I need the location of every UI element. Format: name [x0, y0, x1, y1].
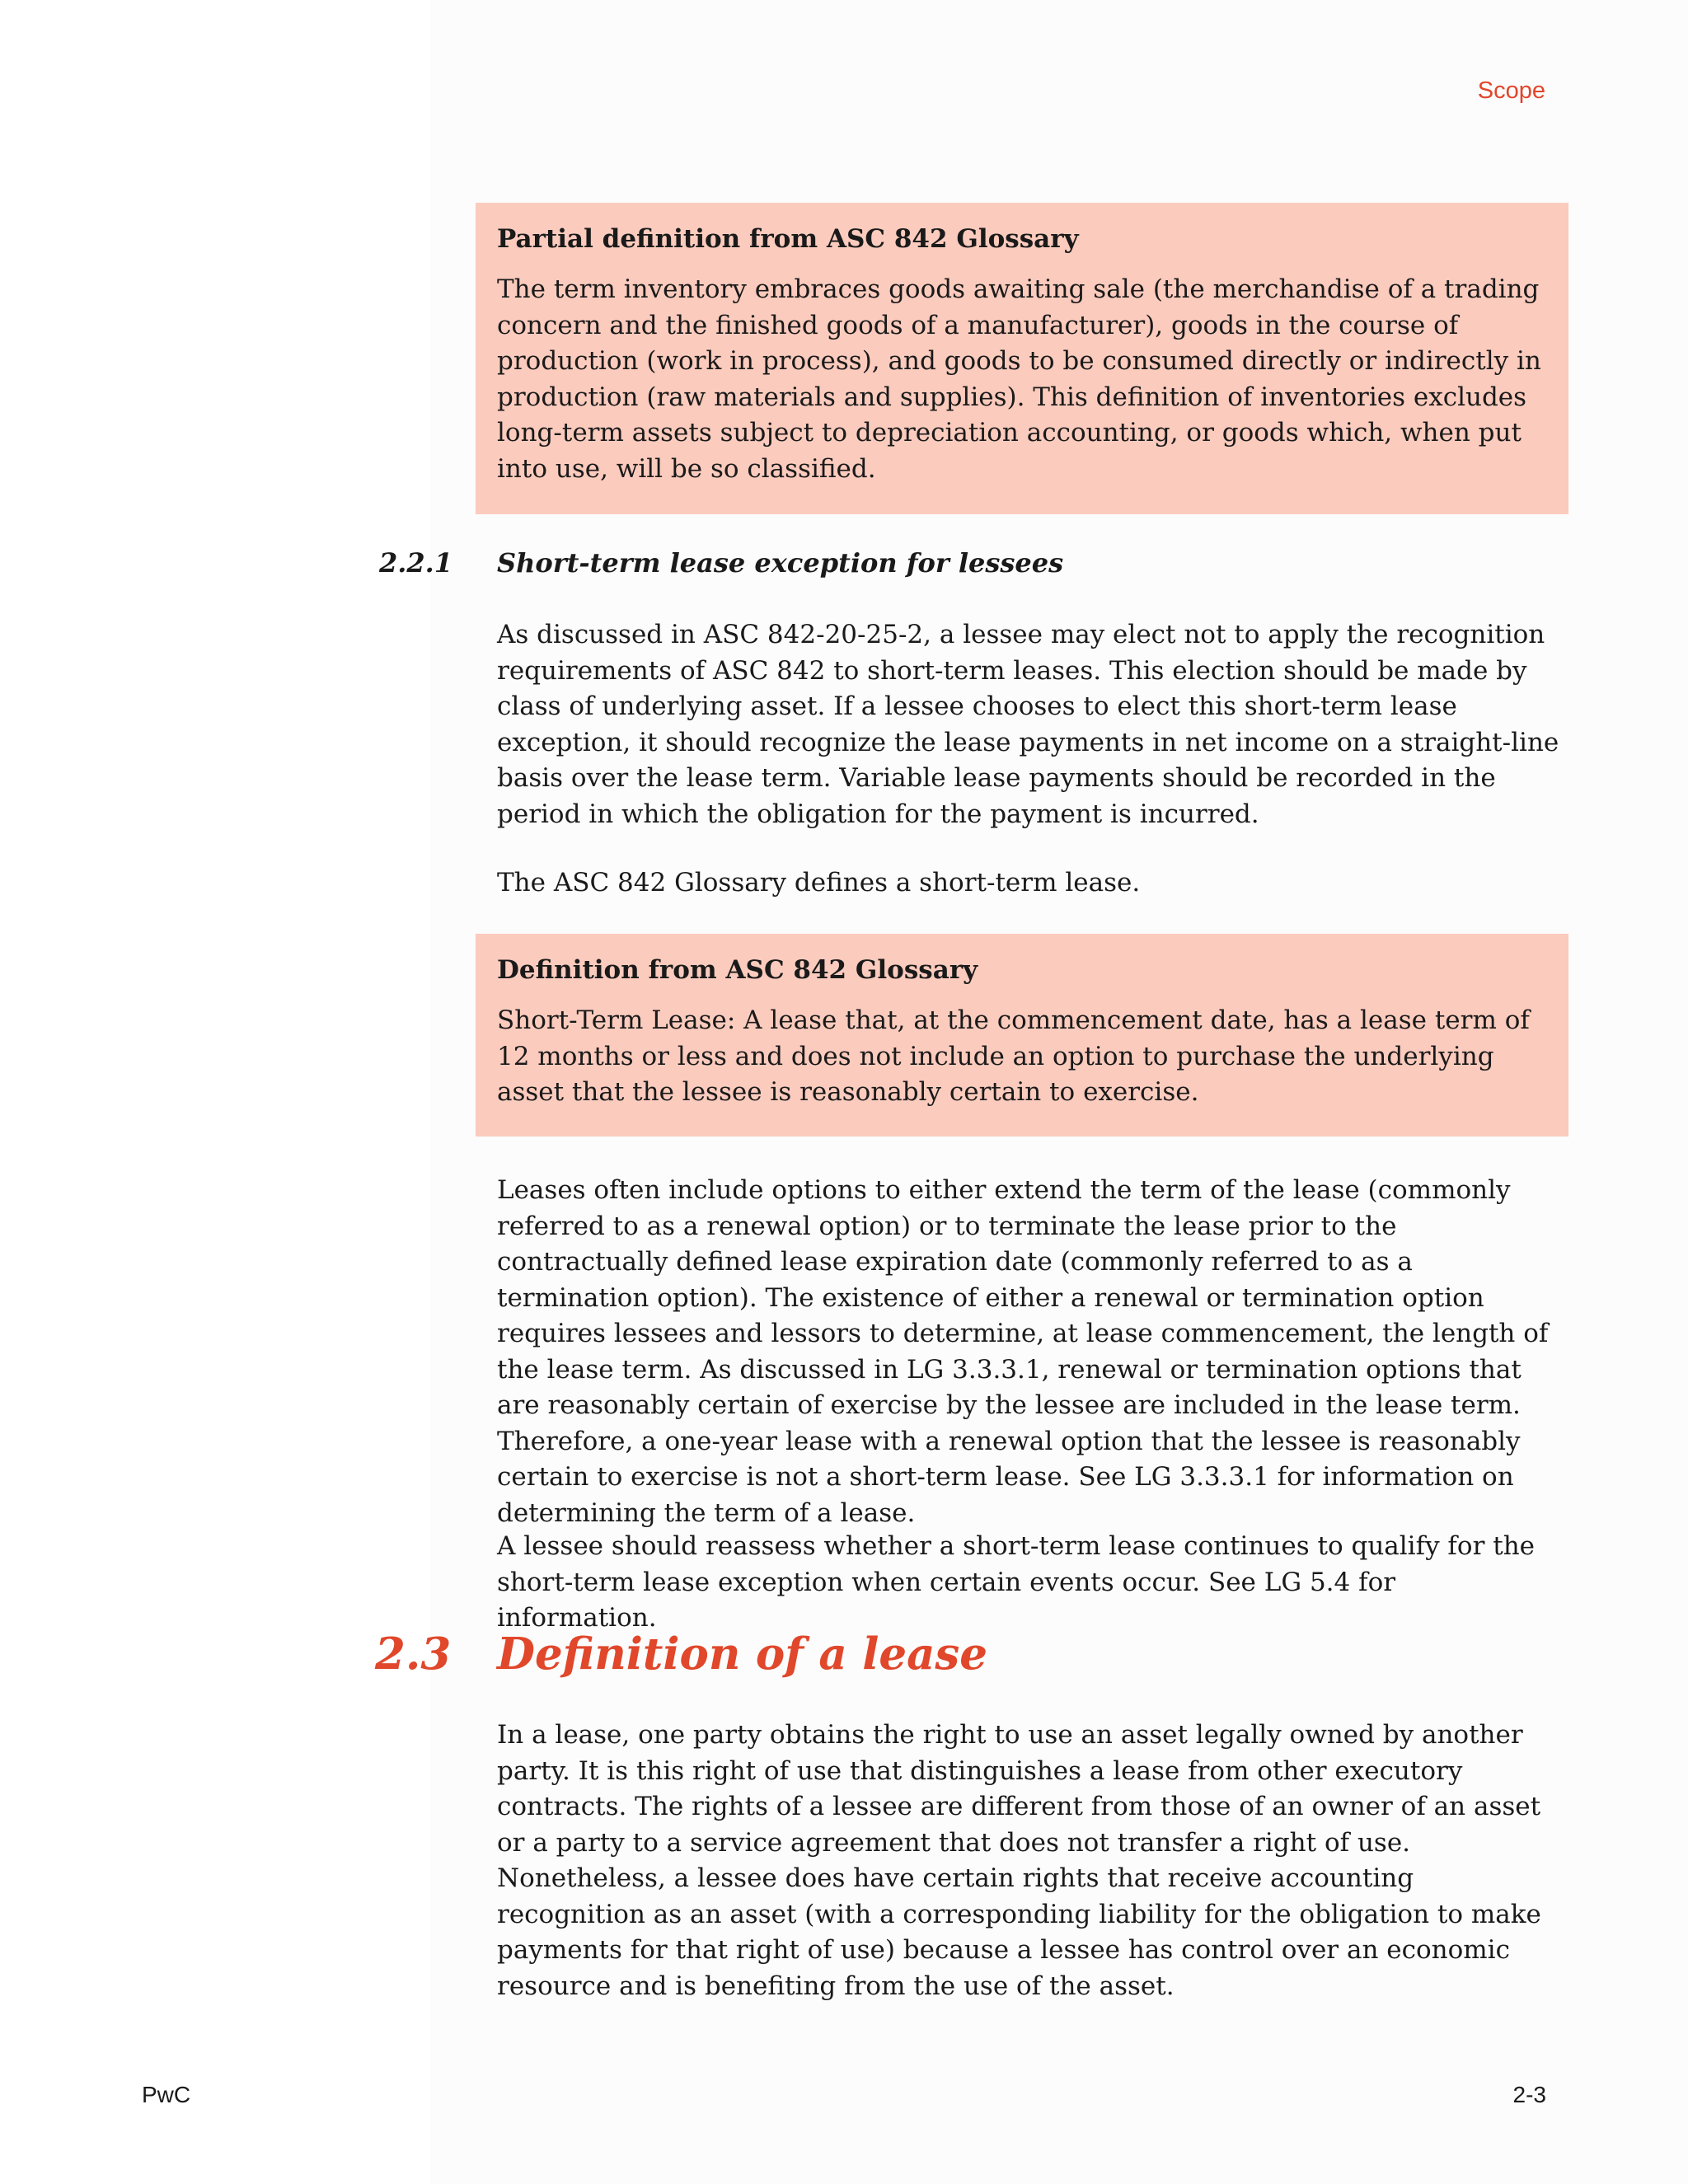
paragraph: The ASC 842 Glossary defines a short-term lease.	[497, 868, 1141, 898]
subsection-number: 2.2.1	[379, 547, 453, 579]
box-title: Partial definition from ASC 842 Glossary	[497, 224, 1079, 254]
page-number: 2-3	[1512, 2082, 1546, 2107]
paragraph: Leases often include options to either extend the term of the lease (commonly referred to as a renewal option) or to terminate the lease prior to the contractually defined lease expiration date (commonly referred to as a termination option). The existence of either a renewal or termination option requires lessees and lessors to determine, at lease commencement, the length of the lease term. As discussed in LG 3.3.3.1, renewal or termination options that are reasonably certain of exercise by the lessee are included in the lease term. Therefore, a one-year lease with a renewal option that the lessee is reasonably certain to exercise is not a short-term lease. See LG 3.3.3.1 for information on determining the term of a lease.	[497, 1175, 1549, 1528]
glossary-definition-box	[476, 203, 1568, 514]
box-body: Short-Term Lease: A lease that, at the commencement date, has a lease term of 12 months or less and does not include an option to purchase the underlying asset that the lessee is reasonably certain to exercise.	[497, 1005, 1530, 1107]
paragraph: A lessee should reassess whether a short-term lease continues to qualify for the short-term lease exception when certain events occur. See LG 5.4 for information.	[497, 1531, 1536, 1633]
paragraph: In a lease, one party obtains the right to use an asset legally owned by another party. It is this right of use that distinguishes a lease from other executory contracts. The rights of a lessee are different from those of an owner of an asset or a party to a service agreement that does not transfer a right of use. Nonetheless, a lessee does have certain rights that receive accounting recognition as an asset (with a corresponding liability for the obligation to make payments for that right of use) because a lessee has control over an economic resource and is benefiting from the use of the asset.	[497, 1720, 1541, 2001]
paragraph: As discussed in ASC 842-20-25-2, a lessee may elect not to apply the recognition requirements of ASC 842 to short-term leases. This election should be made by class of underlying asset. If a lessee chooses to elect this short-term lease exception, it should recognize the lease payments in net income on a straight-line basis over the lease term. Variable lease payments should be recorded in the period in which the obligation for the payment is incurred.	[497, 620, 1559, 829]
section-title: Definition of a lease	[497, 1629, 987, 1680]
subsection-title: Short-term lease exception for lessees	[497, 547, 1064, 579]
footer-brand: PwC	[142, 2082, 191, 2107]
box-body: The term inventory embraces goods awaiting sale (the merchandise of a trading concern and the finished goods of a manufacturer), goods in the course of production (work in process), and goods to be consumed directly or indirectly in production (raw materials and supplies). This definition of inventories excludes long-term assets subject to depreciation accounting, or goods which, when put into use, will be so classified.	[497, 274, 1541, 484]
running-header: Scope	[1477, 77, 1545, 104]
glossary-definition-box	[476, 934, 1568, 1137]
section-number: 2.3	[375, 1629, 452, 1680]
box-title: Definition from ASC 842 Glossary	[497, 955, 978, 985]
